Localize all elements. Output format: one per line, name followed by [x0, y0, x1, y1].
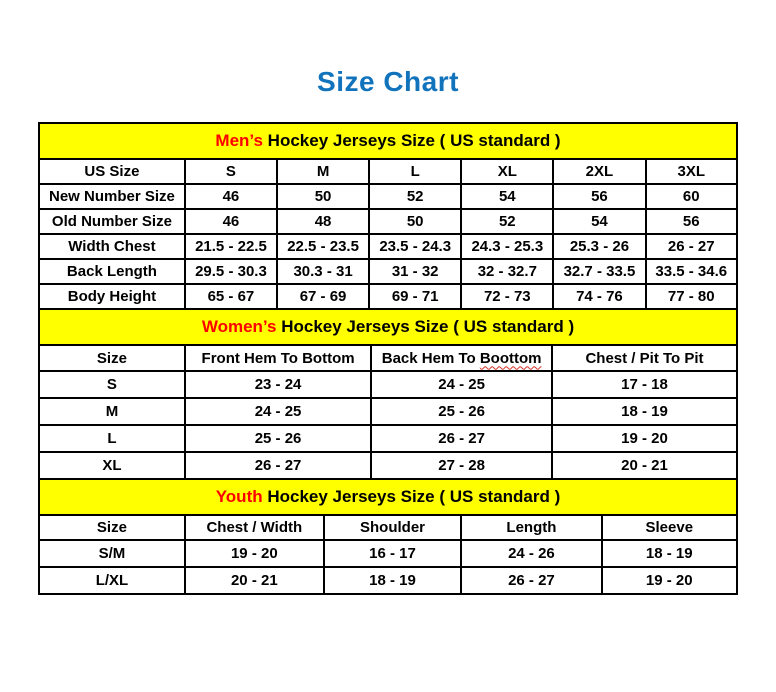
column-header: 3XL — [646, 159, 738, 184]
table-row — [39, 209, 737, 234]
table-cell: 24 - 25 — [185, 398, 371, 425]
table-cell: 19 - 20 — [552, 425, 737, 452]
table-cell: 52 — [461, 209, 553, 234]
table-cell: 26 - 27 — [646, 234, 738, 259]
column-header: US Size — [39, 159, 185, 184]
column-header: L — [369, 159, 461, 184]
header-text: Back Hem To — [381, 349, 480, 367]
table-row — [39, 234, 737, 259]
table-cell: 32 - 32.7 — [461, 259, 553, 284]
misspelled-word: Boottom — [479, 349, 542, 367]
row-label: Body Height — [39, 284, 185, 309]
table-cell: 54 — [553, 209, 645, 234]
row-label: Back Length — [39, 259, 185, 284]
row-label: Width Chest — [39, 234, 185, 259]
table-cell: 26 - 27 — [185, 452, 371, 479]
banner-audience-label: Men’s — [215, 131, 263, 150]
banner-title-rest: Hockey Jerseys Size ( US standard ) — [262, 131, 561, 150]
table-cell: 18 - 19 — [552, 398, 737, 425]
youth-size-table — [38, 478, 738, 595]
table-cell: 77 - 80 — [646, 284, 738, 309]
table-cell: 33.5 - 34.6 — [646, 259, 738, 284]
table-cell: 24 - 25 — [371, 371, 552, 398]
table-cell: 56 — [646, 209, 738, 234]
table-cell: 23.5 - 24.3 — [369, 234, 461, 259]
table-cell: 46 — [185, 209, 277, 234]
column-header: Shoulder — [324, 515, 462, 540]
table-row — [39, 398, 737, 425]
column-header: XL — [461, 159, 553, 184]
column-header: Chest / Pit To Pit — [552, 345, 737, 371]
size-tables — [38, 122, 738, 595]
table-cell: 19 - 20 — [602, 567, 737, 594]
column-header: Size — [39, 345, 185, 371]
mens-header-row — [39, 159, 737, 184]
table-cell: 29.5 - 30.3 — [185, 259, 277, 284]
column-header: 2XL — [553, 159, 645, 184]
table-cell: 25.3 - 26 — [553, 234, 645, 259]
page-title: Size Chart — [317, 66, 459, 97]
table-cell: 25 - 26 — [185, 425, 371, 452]
table-cell: 50 — [277, 184, 369, 209]
row-label: XL — [39, 452, 185, 479]
table-cell: 50 — [369, 209, 461, 234]
table-row — [39, 567, 737, 594]
table-cell: 32.7 - 33.5 — [553, 259, 645, 284]
table-cell: 30.3 - 31 — [277, 259, 369, 284]
womens-banner-row — [39, 309, 737, 345]
table-cell: 21.5 - 22.5 — [185, 234, 277, 259]
table-cell: 48 — [277, 209, 369, 234]
row-label: Old Number Size — [39, 209, 185, 234]
table-cell: 54 — [461, 184, 553, 209]
table-cell: 69 - 71 — [369, 284, 461, 309]
table-cell: 56 — [553, 184, 645, 209]
row-label: L/XL — [39, 567, 185, 594]
banner-audience-label: Youth — [215, 487, 263, 506]
table-row — [39, 540, 737, 567]
table-cell: 67 - 69 — [277, 284, 369, 309]
column-header: M — [277, 159, 369, 184]
table-cell: 60 — [646, 184, 738, 209]
table-cell: 25 - 26 — [371, 398, 552, 425]
banner-title-rest: Hockey Jerseys Size ( US standard ) — [262, 487, 561, 506]
womens-header-row — [39, 345, 737, 371]
table-cell: 18 - 19 — [324, 567, 462, 594]
table-row — [39, 371, 737, 398]
youth-header-row — [39, 515, 737, 540]
table-cell: 19 - 20 — [185, 540, 324, 567]
column-header: Size — [39, 515, 185, 540]
table-cell: 17 - 18 — [552, 371, 737, 398]
column-header: Front Hem To Bottom — [185, 345, 371, 371]
row-label: L — [39, 425, 185, 452]
table-row — [39, 452, 737, 479]
table-cell: 20 - 21 — [185, 567, 324, 594]
table-cell: 20 - 21 — [552, 452, 737, 479]
table-cell: 46 — [185, 184, 277, 209]
table-cell: 26 - 27 — [461, 567, 601, 594]
column-header: S — [185, 159, 277, 184]
table-cell: 24 - 26 — [461, 540, 601, 567]
table-cell: 31 - 32 — [369, 259, 461, 284]
table-cell: 26 - 27 — [371, 425, 552, 452]
table-cell: 16 - 17 — [324, 540, 462, 567]
row-label: S — [39, 371, 185, 398]
column-header: Chest / Width — [185, 515, 324, 540]
youth-banner — [39, 479, 737, 515]
banner-audience-label: Women’s — [201, 317, 277, 336]
column-header: Sleeve — [602, 515, 737, 540]
row-label: S/M — [39, 540, 185, 567]
table-row — [39, 284, 737, 309]
table-cell: 23 - 24 — [185, 371, 371, 398]
table-row — [39, 425, 737, 452]
table-cell: 74 - 76 — [553, 284, 645, 309]
table-cell: 52 — [369, 184, 461, 209]
row-label: M — [39, 398, 185, 425]
table-cell: 72 - 73 — [461, 284, 553, 309]
table-cell: 22.5 - 23.5 — [277, 234, 369, 259]
mens-banner-row — [39, 123, 737, 159]
womens-banner — [39, 309, 737, 345]
table-cell: 65 - 67 — [185, 284, 277, 309]
mens-size-table — [38, 122, 738, 310]
banner-title-rest: Hockey Jerseys Size ( US standard ) — [276, 317, 575, 336]
table-cell: 27 - 28 — [371, 452, 552, 479]
column-header: Length — [461, 515, 601, 540]
table-row — [39, 184, 737, 209]
mens-banner — [39, 123, 737, 159]
table-cell: 18 - 19 — [602, 540, 737, 567]
column-header — [371, 345, 552, 371]
youth-banner-row — [39, 479, 737, 515]
table-cell: 24.3 - 25.3 — [461, 234, 553, 259]
row-label: New Number Size — [39, 184, 185, 209]
womens-size-table — [38, 308, 738, 480]
table-row — [39, 259, 737, 284]
